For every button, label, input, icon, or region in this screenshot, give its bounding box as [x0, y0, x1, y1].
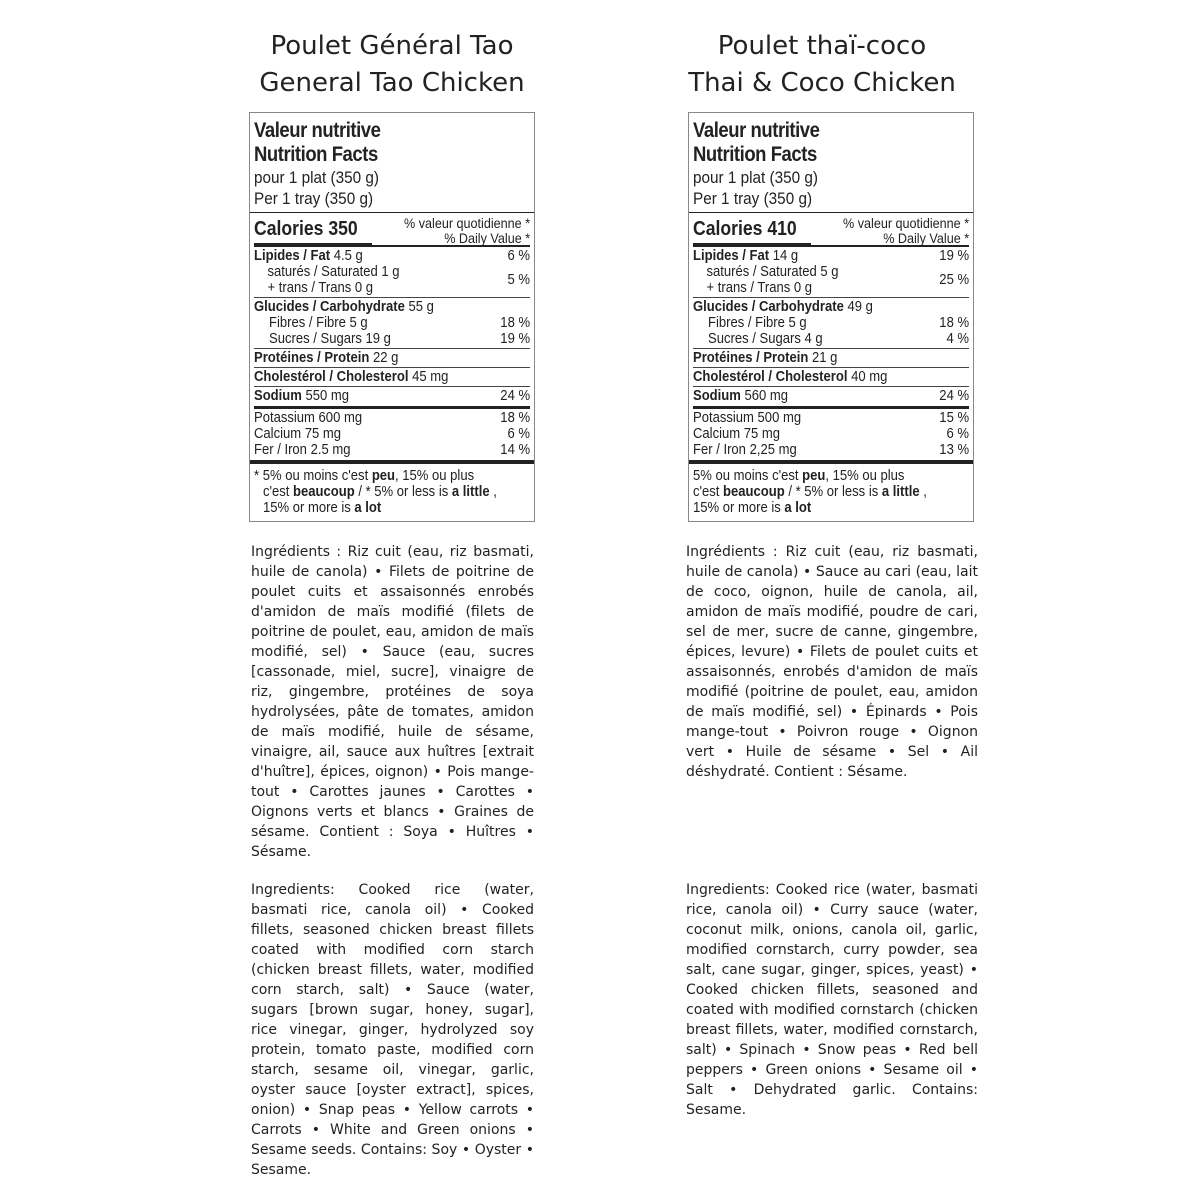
calories-label: Calories 410: [693, 218, 797, 240]
footnote-text: 15% or more is: [693, 500, 785, 516]
ingredients-en: Ingredients: Cooked rice (water, basmati rice, canola oil) • Curry sauce (water, coconut milk, onions, canola oil, garlic, modified cornstarch, curry powder, sea salt, cane sugar, ginger, spices, yeast) • Cooked chicken fillets, seasoned and coated with modified cornstarch (chicken breast fillets, water, modified cornstarch, salt) • Spinach • Snow peas • Red bell peppers • Green onions • Sesame oil • Salt • Dehydrated garlic. Contains: Sesame.: [686, 882, 978, 1118]
calories-underline: [254, 243, 372, 245]
protein-label: Protéines / Protein: [693, 350, 809, 366]
divider: [254, 406, 530, 409]
carb-row: [254, 299, 530, 315]
sat-trans-dv: 25 %: [939, 272, 969, 288]
divider: [693, 406, 969, 409]
potassium-dv: 18 %: [500, 410, 530, 426]
sodium-row: [254, 388, 530, 404]
title-en: Thai & Coco Chicken: [688, 68, 956, 98]
saturated-trans-row: [693, 264, 969, 296]
saturated-fat: saturés / Saturated 1 g: [267, 264, 400, 280]
footnote-text: / * 5% or less is: [354, 484, 452, 500]
nf-heading-en: Nutrition Facts: [693, 143, 817, 166]
divider: [693, 348, 969, 349]
footnote-text: peu: [371, 468, 396, 484]
iron-dv: 13 %: [939, 442, 969, 458]
calories-label: Calories 350: [254, 218, 358, 240]
cholesterol-amount: 45 mg: [412, 369, 449, 385]
footnote-text: peu: [802, 468, 826, 484]
carb-amount: 49 g: [847, 299, 873, 315]
fat-amount: 14 g: [772, 248, 799, 264]
title-fr: Poulet thaï-coco: [717, 31, 927, 61]
sodium-label: Sodium: [693, 388, 741, 404]
product-title-thai-coco: [672, 28, 972, 102]
serving-size-en: Per 1 tray (350 g): [254, 189, 374, 208]
daily-value-header: [404, 216, 530, 246]
calcium-row: [693, 426, 969, 442]
fibre-dv: 18 %: [939, 315, 969, 331]
calcium-label: Calcium 75 mg: [693, 426, 781, 442]
potassium-row: [693, 410, 969, 426]
sugars-label: Sucres / Sugars 19 g: [269, 331, 391, 347]
trans-fat: + trans / Trans 0 g: [267, 280, 374, 296]
divider: [693, 386, 969, 387]
carb-row: [693, 299, 969, 315]
nutrition-facts-table: [249, 112, 535, 522]
footnote: [254, 468, 533, 516]
iron-row: [254, 442, 530, 458]
nf-heading-fr: Valeur nutritive: [254, 119, 381, 142]
protein-row: [254, 350, 530, 366]
title-fr: Poulet Général Tao: [270, 31, 514, 61]
saturated-fat: saturés / Saturated 5 g: [706, 264, 839, 280]
footnote-text: beaucoup: [293, 484, 355, 500]
carb-amount: 55 g: [408, 299, 434, 315]
fibre-label: Fibres / Fibre 5 g: [269, 315, 368, 331]
protein-label: Protéines / Protein: [254, 350, 370, 366]
footnote: [693, 468, 972, 516]
fat-label: Lipides / Fat: [254, 248, 331, 264]
footnote-text: beaucoup: [723, 484, 785, 500]
title-en: General Tao Chicken: [259, 68, 525, 98]
ingredients-en: Ingredients: Cooked rice (water, basmati rice, canola oil) • Cooked fillets, seasoned chicken breast fillets coated with modified corn starch (chicken breast fillets, water, modified corn starch, salt) • Sauce (water, sugars [brown sugar, honey, sugar], rice vinegar, ginger, hydrolyzed soy protein, tomato paste, modified corn starch, sesame oil, vinegar, garlic, oyster sauce [oyster extract], spices, onion) • Snap peas • Yellow carrots • Carrots • White and Green onions • Sesame seeds. Contains: Soy • Oyster • Sesame.: [251, 882, 534, 1178]
footnote-text: a little: [881, 484, 920, 500]
divider: [254, 367, 530, 368]
serving-size-en: Per 1 tray (350 g): [693, 189, 813, 208]
iron-row: [693, 442, 969, 458]
sugars-dv: 4 %: [946, 331, 969, 347]
dv-header-en: % Daily Value *: [883, 230, 969, 246]
calories-underline: [693, 243, 811, 245]
footnote-text: * 5% ou moins c'est: [254, 468, 372, 484]
trans-fat: + trans / Trans 0 g: [706, 280, 813, 296]
sugars-dv: 19 %: [500, 331, 530, 347]
sodium-amount: 550 mg: [305, 388, 350, 404]
cholesterol-label: Cholestérol / Cholesterol: [693, 369, 848, 385]
divider: [254, 297, 530, 298]
serving-size-fr: pour 1 plat (350 g): [254, 168, 380, 187]
fibre-row: [254, 315, 530, 331]
sugars-label: Sucres / Sugars 4 g: [708, 331, 823, 347]
ingredients-fr: Ingrédients : Riz cuit (eau, riz basmati, huile de canola) • Sauce au cari (eau, lait de coco, oignon, huile de canola, ail, amidon de maïs modifié, poudre de cari, sel de mer, sucre de canne, gingembre, épices, levure) • Filets de poulet cuits et assaisonnés, enrobés d'amidon de maïs modifié (poitrine de poulet, eau, amidon de maïs modifié, sel) • Épinards • Pois mange-tout • Poivron rouge • Oignon vert • Huile de sésame • Sel • Ail déshydraté. Contient : Sésame.: [686, 544, 978, 780]
carb-label: Glucides / Carbohydrate: [693, 299, 844, 315]
sodium-label: Sodium: [254, 388, 302, 404]
ingredients-fr: Ingrédients : Riz cuit (eau, riz basmati, huile de canola) • Filets de poitrine de poulet cuits et assaisonnés enrobés d'amidon de maïs modifié (filets de poitrine de poulet, eau, amidon de maïs modifié, sel) • Sauce (eau, sucres [cassonade, miel, sucre], vinaigre de riz, gingembre, protéines de soya hydrolysées, pâte de tomates, amidon de maïs modifié, huile de sésame, vinaigre, ail, sauce aux huîtres [extrait d'huître], épices, oignon) • Pois mange-tout • Carottes jaunes • Carottes • Oignons verts et blancs • Graines de sésame. Contient : Soya • Huîtres • Sésame.: [251, 544, 534, 860]
divider: [254, 348, 530, 349]
fibre-dv: 18 %: [500, 315, 530, 331]
footnote-text: c'est: [693, 484, 724, 500]
divider: [250, 460, 534, 464]
footnote-text: , 15% ou plus: [395, 468, 475, 484]
sodium-dv: 24 %: [500, 388, 530, 404]
footnote-text: / * 5% or less is: [784, 484, 882, 500]
footnote-text: a lot: [784, 500, 812, 516]
cholesterol-row: [693, 369, 969, 385]
daily-value-header: [843, 216, 969, 246]
product-title-general-tao: [242, 28, 542, 102]
footnote-text: , 15% ou plus: [825, 468, 905, 484]
dv-header-fr: % valeur quotidienne *: [842, 215, 969, 231]
potassium-label: Potassium 500 mg: [693, 410, 802, 426]
footnote-text: 5% ou moins c'est: [693, 468, 803, 484]
cholesterol-amount: 40 mg: [851, 369, 888, 385]
protein-row: [693, 350, 969, 366]
footnote-text: c'est: [263, 484, 294, 500]
protein-amount: 21 g: [811, 350, 838, 366]
fat-dv: 6 %: [507, 248, 530, 264]
calories-row: [254, 213, 530, 251]
sugars-row: [693, 331, 969, 347]
potassium-dv: 15 %: [939, 410, 969, 426]
divider: [689, 460, 973, 464]
fat-label: Lipides / Fat: [693, 248, 770, 264]
cholesterol-label: Cholestérol / Cholesterol: [254, 369, 409, 385]
calcium-dv: 6 %: [946, 426, 969, 442]
potassium-label: Potassium 600 mg: [254, 410, 363, 426]
sugars-row: [254, 331, 530, 347]
footnote-text: ,: [489, 484, 497, 500]
sat-trans-dv: 5 %: [507, 272, 530, 288]
sodium-row: [693, 388, 969, 404]
calories-row: [693, 213, 969, 251]
fat-dv: 19 %: [939, 248, 969, 264]
footnote-text: 15% or more is: [263, 500, 355, 516]
saturated-trans-row: [254, 264, 530, 296]
calcium-label: Calcium 75 mg: [254, 426, 342, 442]
footnote-text: a little: [451, 484, 490, 500]
calcium-row: [254, 426, 530, 442]
protein-amount: 22 g: [372, 350, 399, 366]
calcium-dv: 6 %: [507, 426, 530, 442]
carb-label: Glucides / Carbohydrate: [254, 299, 405, 315]
nf-heading-fr: Valeur nutritive: [693, 119, 820, 142]
nutrition-facts-table: [688, 112, 974, 522]
iron-label: Fer / Iron 2,25 mg: [693, 442, 797, 458]
divider: [693, 297, 969, 298]
iron-dv: 14 %: [500, 442, 530, 458]
divider: [693, 367, 969, 368]
footnote-text: ,: [919, 484, 927, 500]
sodium-amount: 560 mg: [744, 388, 789, 404]
dv-header-en: % Daily Value *: [444, 230, 530, 246]
iron-label: Fer / Iron 2.5 mg: [254, 442, 351, 458]
fibre-row: [693, 315, 969, 331]
divider: [254, 386, 530, 387]
dv-header-fr: % valeur quotidienne *: [403, 215, 530, 231]
potassium-row: [254, 410, 530, 426]
fibre-label: Fibres / Fibre 5 g: [708, 315, 807, 331]
nf-heading-en: Nutrition Facts: [254, 143, 378, 166]
cholesterol-row: [254, 369, 530, 385]
sodium-dv: 24 %: [939, 388, 969, 404]
footnote-text: a lot: [354, 500, 382, 516]
serving-size-fr: pour 1 plat (350 g): [693, 168, 819, 187]
fat-amount: 4.5 g: [333, 248, 363, 264]
